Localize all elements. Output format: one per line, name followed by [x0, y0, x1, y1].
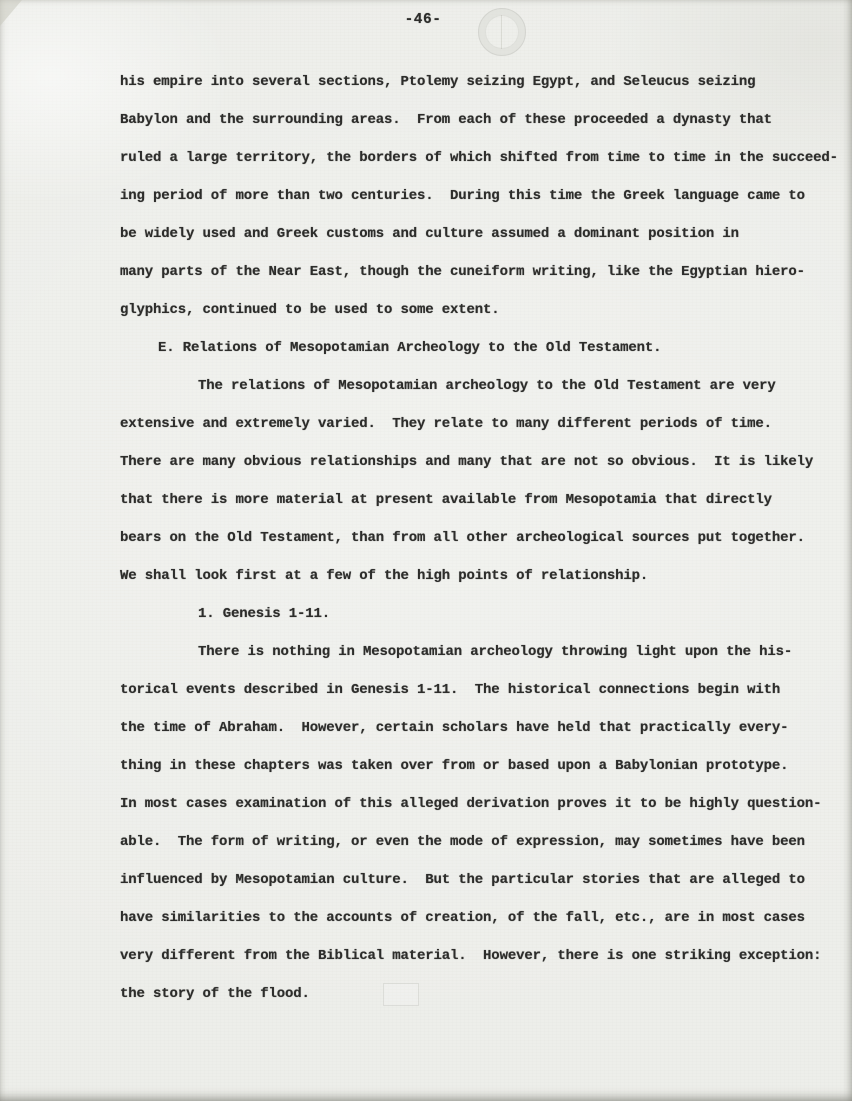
text-line: bears on the Old Testament, than from all other archeological sources put together.	[120, 530, 805, 546]
text-line: many parts of the Near East, though the cuneiform writing, like the Egyptian hiero-	[120, 264, 805, 280]
text-line: There is nothing in Mesopotamian archeology throwing light upon the his-	[198, 644, 793, 660]
text-line: Babylon and the surrounding areas. From each of these proceeded a dynasty that	[120, 112, 772, 128]
text-line: his empire into several sections, Ptolemy seizing Egypt, and Seleucus seizing	[120, 74, 756, 90]
page-number: -46-	[404, 12, 442, 28]
text-line: the time of Abraham. However, certain scholars have held that practically every-	[120, 720, 789, 736]
text-line: have similarities to the accounts of creation, of the fall, etc., are in most cases	[120, 910, 805, 926]
text-line: We shall look first at a few of the high points of relationship.	[120, 568, 649, 584]
text-line: E. Relations of Mesopotamian Archeology to the Old Testament.	[158, 340, 662, 356]
text-line: thing in these chapters was taken over from or based upon a Babylonian prototype.	[120, 758, 789, 774]
text-line: glyphics, continued to be used to some extent.	[120, 302, 500, 318]
text-line: that there is more material at present available from Mesopotamia that directly	[120, 492, 772, 508]
text-line: the story of the flood.	[120, 986, 310, 1002]
text-line: ing period of more than two centuries. During this time the Greek language came to	[120, 188, 805, 204]
text-line: be widely used and Greek customs and culture assumed a dominant position in	[120, 226, 739, 242]
page-body-text	[120, 63, 836, 1013]
text-line: 1. Genesis 1-11.	[198, 606, 331, 622]
text-line: In most cases examination of this alleged derivation proves it to be highly question-	[120, 796, 822, 812]
text-line: very different from the Biblical material. However, there is one striking exception:	[120, 948, 822, 964]
text-line: The relations of Mesopotamian archeology to the Old Testament are very	[198, 378, 776, 394]
text-line: able. The form of writing, or even the mode of expression, may sometimes have been	[120, 834, 805, 850]
text-line: influenced by Mesopotamian culture. But the particular stories that are alleged to	[120, 872, 805, 888]
text-line: torical events described in Genesis 1-11. The historical connections begin with	[120, 682, 781, 698]
text-line: ruled a large territory, the borders of which shifted from time to time in the succeed-	[120, 150, 838, 166]
text-line: extensive and extremely varied. They relate to many different periods of time.	[120, 416, 772, 432]
text-line: There are many obvious relationships and many that are not so obvious. It is likely	[120, 454, 814, 470]
